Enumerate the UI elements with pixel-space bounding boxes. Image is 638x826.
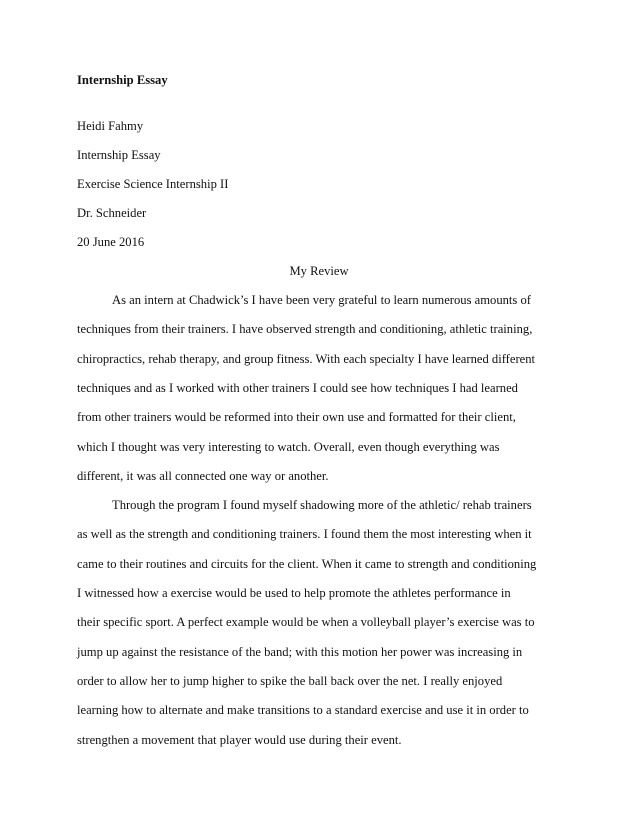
paragraph-1-line: from other trainers would be reformed into their own use and formatted for their client, bbox=[77, 410, 516, 425]
paragraph-1-line: chiropractics, rehab therapy, and group fitness. With each specialty I have learned different bbox=[77, 351, 536, 366]
paragraph-2-line: Through the program I found myself shadowing more of the athletic/ rehab trainers bbox=[112, 498, 532, 513]
meta-course-title: Internship Essay bbox=[77, 148, 161, 162]
paragraph-1-line: different, it was all connected one way or another. bbox=[77, 468, 329, 483]
paragraph-2-line: came to their routines and circuits for the client. When it came to strength and conditioning bbox=[77, 556, 537, 571]
paragraph-2-line: strengthen a movement that player would use during their event. bbox=[77, 732, 402, 747]
paragraph-1-line: techniques from their trainers. I have observed strength and conditioning, athletic training, bbox=[77, 322, 533, 337]
paragraph-1-line: As an intern at Chadwick’s I have been very grateful to learn numerous amounts of bbox=[112, 293, 531, 307]
meta-author: Heidi Fahmy bbox=[77, 119, 144, 133]
paragraph-1-line: techniques and as I worked with other trainers I could see how techniques I had learned bbox=[77, 380, 518, 395]
paragraph-1-line: which I thought was very interesting to watch. Overall, even though everything was bbox=[77, 439, 500, 454]
essay-heading: Internship Essay bbox=[77, 73, 168, 87]
meta-instructor: Dr. Schneider bbox=[77, 206, 147, 220]
meta-date: 20 June 2016 bbox=[77, 235, 145, 249]
paragraph-2-line: I witnessed how a exercise would be used to help promote the athletes performance in bbox=[77, 586, 511, 600]
paragraph-2-line: as well as the strength and conditioning trainers. I found them the most interesting when it bbox=[77, 527, 532, 542]
paragraph-2-line: their specific sport. A perfect example would be when a volleyball player’s exercise was to bbox=[77, 615, 535, 630]
meta-course: Exercise Science Internship II bbox=[77, 177, 229, 191]
essay-title: My Review bbox=[289, 264, 349, 278]
paragraph-2-line: order to allow her to jump higher to spike the ball back over the net. I really enjoyed bbox=[77, 673, 503, 688]
paragraph-2-line: learning how to alternate and make transitions to a standard exercise and use it in order to bbox=[77, 703, 529, 718]
paragraph-2-line: jump up against the resistance of the band; with this motion her power was increasing in bbox=[77, 644, 523, 659]
